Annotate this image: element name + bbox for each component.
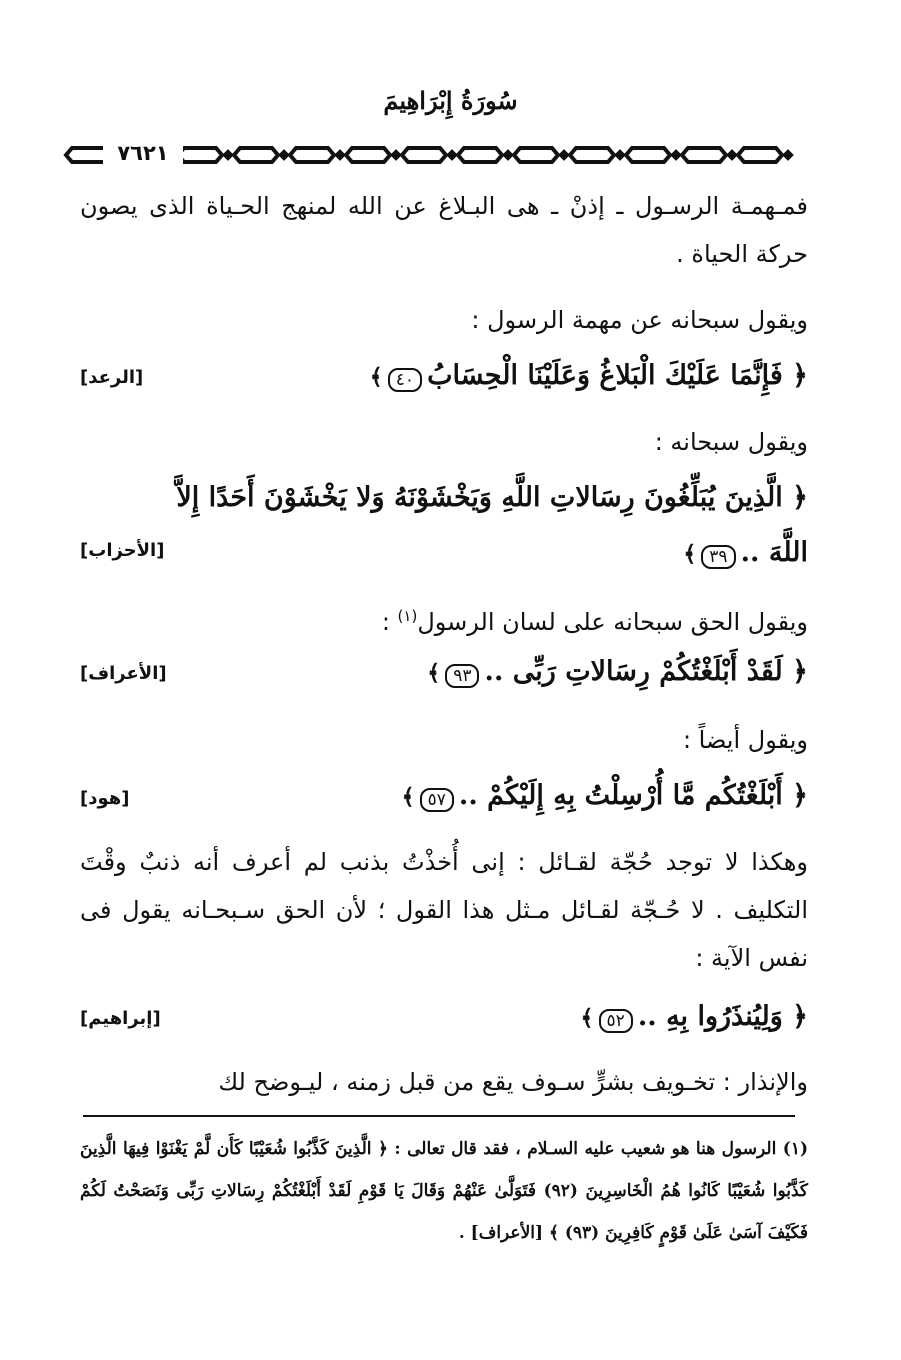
chain-diamond <box>281 152 287 158</box>
verse-2-number: ٣٩ <box>701 545 735 569</box>
chain-link <box>234 148 278 162</box>
verse-4-close-bracket: ﴾ <box>401 785 415 810</box>
paragraph-4-text: ويقول الحق سبحانه على لسان الرسول <box>417 608 808 636</box>
verse-5-number: ٥٢ <box>599 1009 633 1033</box>
verse-2-close-bracket: ﴾ <box>683 542 697 567</box>
paragraph-5: ويقول أيضاً : <box>682 726 808 754</box>
paragraph-6: وهكذا لا توجد حُجّة لقـائل : إنى أُخذْتُ بذنب لم أعرف أنه ذنبٌ وقْتَ التكليف . لا حُـجّة لقـائل مـثل هذا القول ؛ لأن الحق سـبحـانه يقول فى نفس الآية : <box>80 848 808 972</box>
chain-diamond <box>729 152 735 158</box>
chain-diamond <box>785 152 791 158</box>
paragraph-7: والإنذار : تخـويف بشرٍّ سـوف يقع من قبل زمنه ، ليـوضح لك <box>218 1068 808 1096</box>
verse-2-text-line-1: ﴿ الَّذِينَ يُبَلِّغُونَ رِسَالاتِ اللَّهِ وَيَخْشَوْنَهُ وَلا يَخْشَوْنَ أَحَدًا إِلاَّ <box>176 482 808 513</box>
quran-verse-2-line-1 <box>80 474 808 522</box>
chain-link <box>738 148 782 162</box>
chain-link <box>290 148 334 162</box>
chain-diamond <box>449 152 455 158</box>
verse-5-close-bracket: ﴾ <box>580 1006 594 1031</box>
paragraph-4 <box>80 592 808 646</box>
surah-header-title: سُورَةُ إِبْرَاهِيمَ <box>383 86 518 115</box>
chain-diamond <box>673 152 679 158</box>
verse-2-reference: [الأحزاب] <box>80 540 165 561</box>
verse-3-reference: [الأعراف] <box>80 663 167 684</box>
verse-4-reference: [هود] <box>80 788 130 809</box>
verse-2-text-line-2: اللَّهَ .. <box>740 537 808 568</box>
verse-1-number: ٤٠ <box>388 368 422 392</box>
chain-link <box>626 148 670 162</box>
verse-5-text: ﴿ وَلِيُنذَرُوا بِهِ .. <box>637 1001 808 1032</box>
chain-diamond <box>505 152 511 158</box>
quran-verse-4 <box>80 772 808 820</box>
chain-diamond <box>337 152 343 158</box>
quran-verse-2-line-2 <box>80 529 808 577</box>
quran-verse-3 <box>80 648 808 696</box>
chain-diamond <box>561 152 567 158</box>
page-number: ٧٦٢١ <box>103 141 183 165</box>
verse-1-close-bracket: ﴾ <box>369 365 383 390</box>
verse-5-reference: [إبراهيم] <box>80 1008 161 1029</box>
chain-link <box>402 148 446 162</box>
footnote-divider <box>83 1115 795 1117</box>
chain-link <box>178 148 222 162</box>
verse-3-close-bracket: ﴾ <box>427 661 441 686</box>
chain-link <box>570 148 614 162</box>
footnote-marker: (١) <box>397 607 418 625</box>
chain-diamond <box>617 152 623 158</box>
chain-link <box>458 148 502 162</box>
verse-4-number: ٥٧ <box>420 788 454 812</box>
chain-diamond <box>393 152 399 158</box>
chain-link <box>514 148 558 162</box>
paragraph-4-end: : <box>381 608 398 636</box>
footnote-text: (١) الرسول هنا هو شعيب عليه السـلام ، فقد قال تعالى : ﴿ الَّذِينَ كَذَّبُوا شُعَيْبًا كَأَن لَّمْ يَغْنَوْا فِيهَا الَّذِينَ كَذَّبُوا شُعَيْبًا كَانُوا هُمُ الْخَاسِرِينَ (٩٢) فَتَوَلَّىٰ عَنْهُمْ وَقَالَ يَا قَوْمِ لَقَدْ أَبْلَغْتُكُمْ رِسَالاتِ رَبِّى وَنَصَحْتُ لَكُمْ فَكَيْفَ آسَىٰ عَلَىٰ قَوْمٍ كَافِرِينَ (٩٣) ﴾ [الأعراف] . <box>80 1139 808 1243</box>
verse-3-text: ﴿ لَقَدْ أَبْلَغْتُكُمْ رِسَالاتِ رَبِّى .. <box>484 656 808 687</box>
verse-3-number: ٩٣ <box>445 664 479 688</box>
paragraph-1: فمـهمـة الرسـول ـ إذنْ ـ هى البـلاغ عن الله لمنهج الحـياة الذى يصون حركة الحياة . <box>80 192 808 268</box>
verse-1-text: ﴿ فَإِنَّمَا عَلَيْكَ الْبَلاغُ وَعَلَيْنَا الْحِسَابُ <box>427 360 808 391</box>
verse-1-reference: [الرعد] <box>80 367 144 388</box>
verse-4-text: ﴿ أَبْلَغْتُكُم مَّا أُرْسِلْتُ بِهِ إِلَيْكُمْ .. <box>458 780 808 811</box>
quran-verse-5 <box>80 993 808 1041</box>
paragraph-3: ويقول سبحانه : <box>654 428 808 456</box>
chain-link <box>682 148 726 162</box>
paragraph-2: ويقول سبحانه عن مهمة الرسول : <box>471 306 808 334</box>
chain-link <box>346 148 390 162</box>
chain-diamond <box>225 152 231 158</box>
quran-verse-1 <box>80 352 808 400</box>
